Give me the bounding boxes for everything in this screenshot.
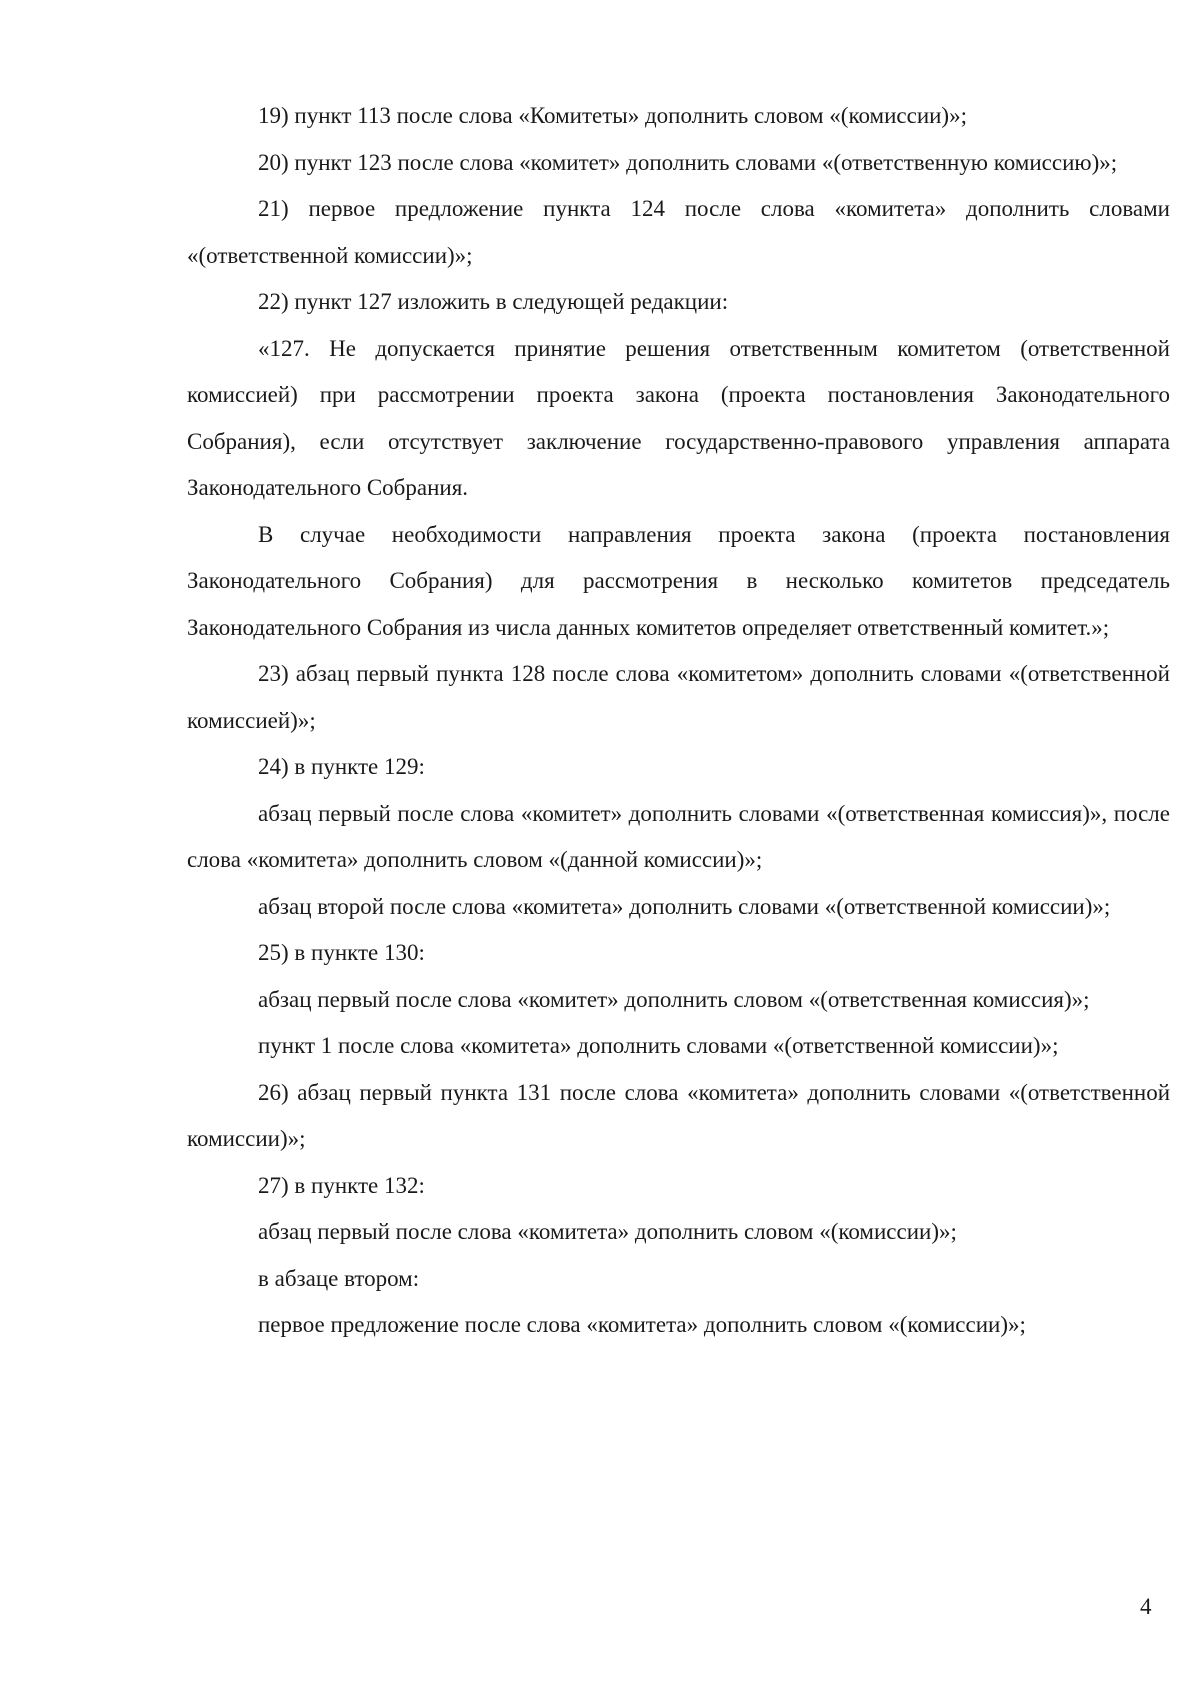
paragraph-item-24-second: абзац второй после слова «комитета» дополнить словами «(ответственной комиссии)»; (258, 893, 1111, 919)
paragraph-item-25: 25) в пункте 130: (258, 940, 425, 965)
document-body (187, 93, 1170, 1349)
paragraph-item-27-second: в абзаце втором: (258, 1265, 420, 1291)
quoted-paragraph-127-continuation: В случае необходимости направления проекта закона (проекта постановления Законодательного Собрания) для рассмотрения в несколько комитетов председатель Законодательного Собрания из числа данных комитетов определяет ответственный комитет.»; (187, 521, 1170, 640)
paragraph-item-21: 21) первое предложение пункта 124 после слова «комитета» дополнить словами «(ответственной комиссии)»; (187, 196, 1170, 268)
paragraph-item-25-first: абзац первый после слова «комитет» дополнить словом «(ответственная комиссия)»; (258, 986, 1090, 1012)
paragraph-item-22: 22) пункт 127 изложить в следующей редакции: (258, 289, 729, 314)
paragraph-item-25-point-1: пункт 1 после слова «комитета» дополнить словами «(ответственной комиссии)»; (258, 1033, 1059, 1058)
paragraph-item-27: 27) в пункте 132: (258, 1172, 425, 1198)
quoted-paragraph-127: «127. Не допускается принятие решения ответственным комитетом (ответственной комиссией) при рассмотрении проекта закона (проекта постановления Законодательного Собрания), если отсутствует заключение государственно-правового управления аппарата Законодательного Собрания. (187, 335, 1170, 500)
paragraph-item-20: 20) пункт 123 после слова «комитет» дополнить словами «(ответственную комиссию)»; (258, 149, 1118, 175)
paragraph-item-23: 23) абзац первый пункта 128 после слова «комитетом» дополнить словами «(ответственной комиссией)»; (187, 661, 1170, 733)
paragraph-item-19: 19) пункт 113 после слова «Комитеты» дополнить словом «(комиссии)»; (258, 103, 967, 128)
paragraph-item-27-first: абзац первый после слова «комитета» дополнить словом «(комиссии)»; (258, 1219, 957, 1244)
page-number: 4 (1140, 1594, 1152, 1619)
paragraph-item-26: 26) абзац первый пункта 131 после слова «комитета» дополнить словами «(ответственной комиссии)»; (187, 1079, 1170, 1151)
paragraph-item-27-sentence: первое предложение после слова «комитета» дополнить словом «(комиссии)»; (258, 1312, 1026, 1337)
paragraph-item-24: 24) в пункте 129: (258, 754, 425, 779)
paragraph-item-24-first: абзац первый после слова «комитет» дополнить словами «(ответственная комиссия)», после слова «комитета» дополнить словом «(данной комиссии)»; (187, 800, 1170, 872)
